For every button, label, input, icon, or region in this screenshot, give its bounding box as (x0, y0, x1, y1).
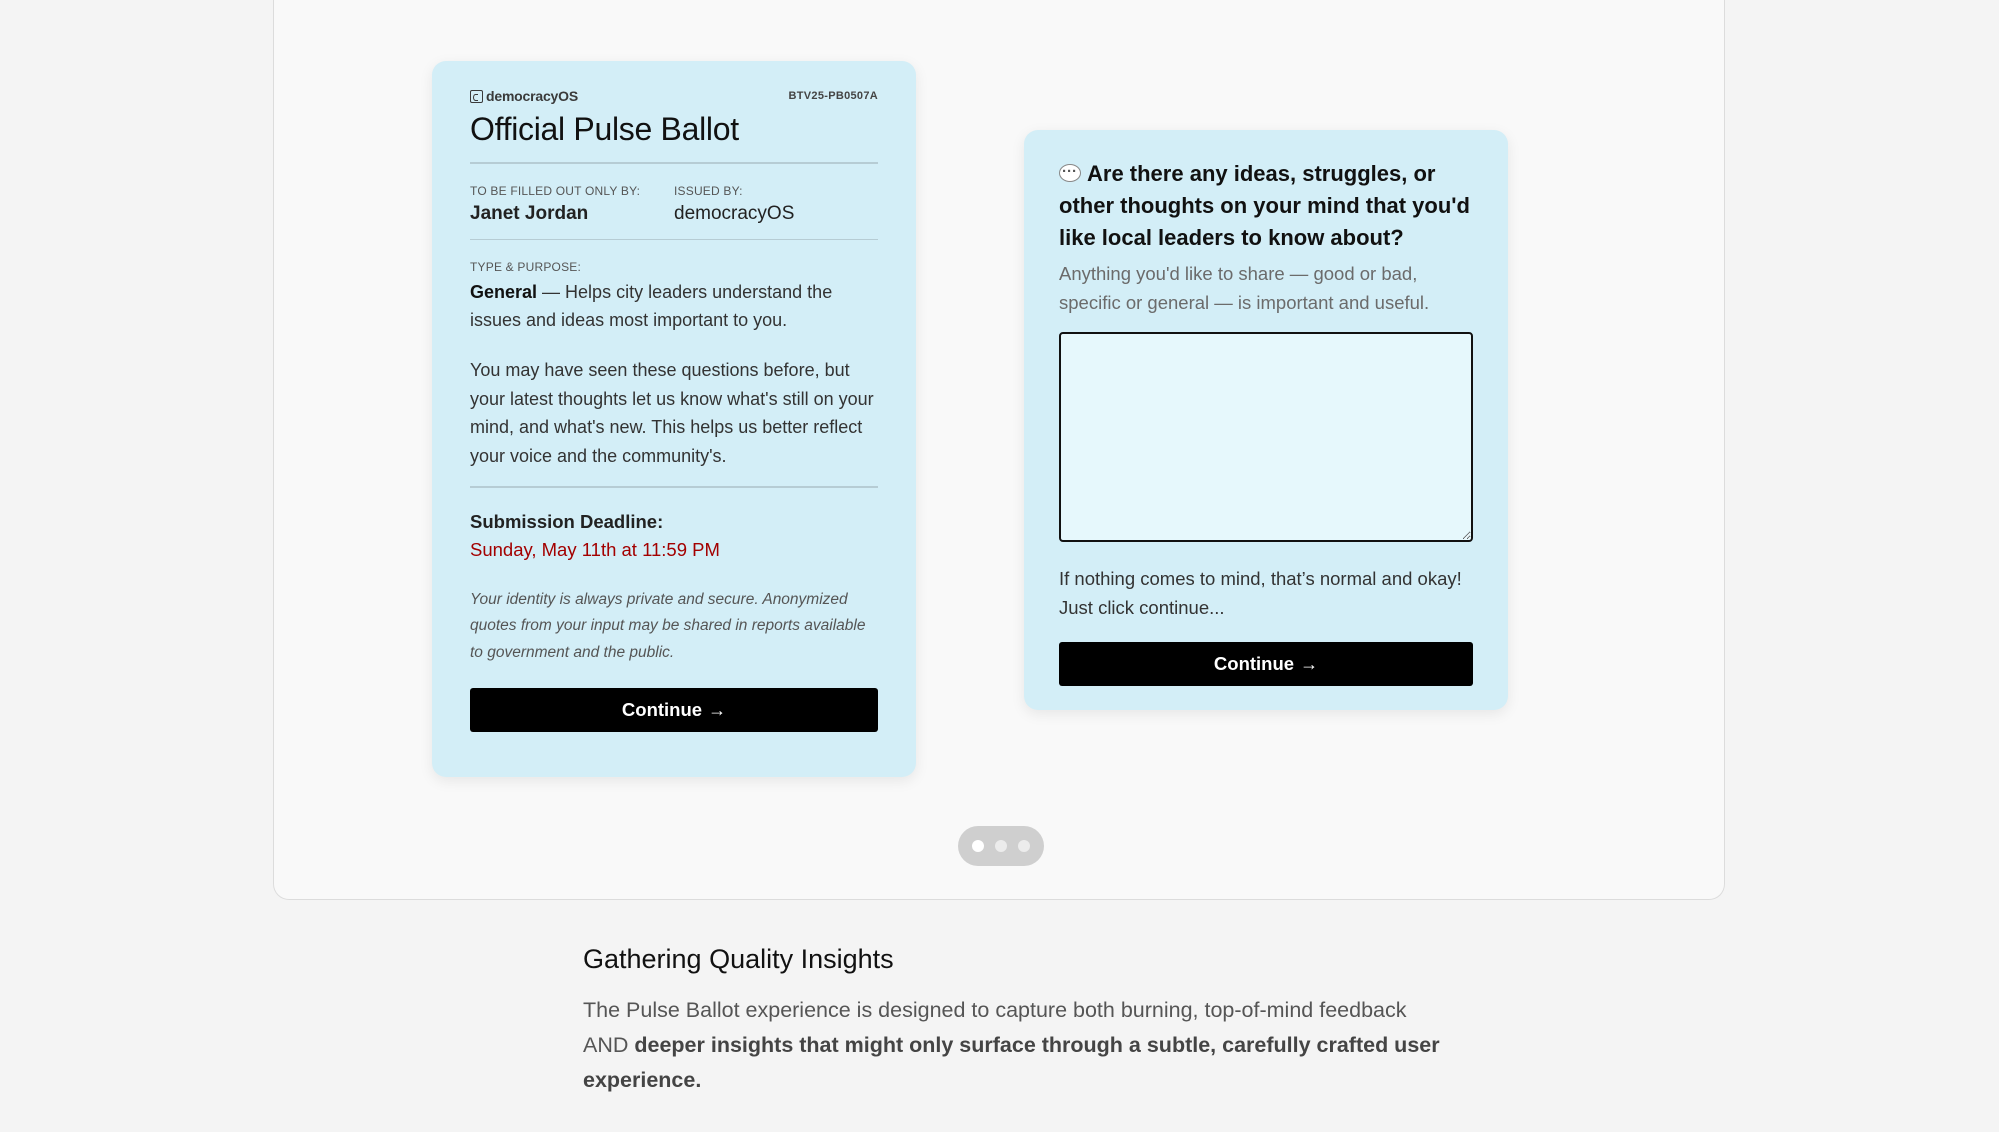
insights-body-plain: The Pulse Ballot experience is designed to capture both burning, top-of-mind feedback AND (583, 998, 1407, 1057)
question-continue-button[interactable] (1059, 642, 1473, 686)
filled-by-value: Janet Jordan (470, 202, 589, 224)
ballot-meta (470, 184, 878, 225)
democracyos-logo-icon (470, 90, 483, 103)
type-name: General (470, 282, 538, 302)
pager-dot-3[interactable] (1018, 840, 1030, 852)
ballot-continue-button[interactable] (470, 688, 878, 732)
filled-by-section (470, 184, 674, 225)
arrow-right-icon: → (1300, 653, 1319, 674)
insights-section (583, 944, 1443, 1098)
ballot-id: BTV25-PB0507A (788, 90, 878, 102)
ballot-card (432, 61, 916, 777)
insights-body-bold: deeper insights that might only surface through a subtle, carefully crafted user experience. (583, 1033, 1440, 1092)
type-purpose-label: TYPE & PURPOSE: (470, 260, 582, 274)
pager-dot-1[interactable] (972, 840, 984, 852)
carousel-pager (958, 826, 1044, 866)
type-purpose-text (470, 278, 878, 334)
issued-by-value: democracyOS (674, 202, 795, 224)
brand-name: democracyOS (486, 88, 578, 104)
ballot-header (470, 85, 878, 107)
pager-dot-2[interactable] (995, 840, 1007, 852)
filled-by-label: TO BE FILLED OUT ONLY BY: (470, 183, 641, 198)
privacy-note: Your identity is always private and secure. Anonymized quotes from your input may be shared in reports available to government and the public. (470, 590, 866, 661)
continue-label: Continue (1213, 653, 1295, 674)
type-description: — Helps city leaders understand the issues and ideas most important to you. (470, 282, 833, 330)
carousel-container (273, 0, 1725, 900)
ballot-explanation: You may have seen these questions before, but your latest thoughts let us know what's still on your mind, and what's new. This helps us better reflect your voice and the community's. (470, 360, 874, 466)
insights-heading: Gathering Quality Insights (583, 944, 894, 974)
issued-by-section (674, 184, 878, 225)
continue-label: Continue (621, 699, 703, 720)
deadline-value: Sunday, May 11th at 11:59 PM (470, 538, 720, 560)
divider (470, 162, 878, 164)
brand-logo (470, 88, 578, 104)
insights-body (583, 993, 1443, 1098)
divider (470, 486, 878, 488)
divider (470, 239, 878, 241)
question-title (1059, 158, 1473, 254)
question-subtitle: Anything you'd like to share — good or bad, specific or general — is important and useful. (1059, 263, 1430, 313)
deadline-label: Submission Deadline: (470, 510, 664, 532)
arrow-right-icon: → (708, 699, 727, 720)
question-text: Are there any ideas, struggles, or other thoughts on your mind that you'd like local leaders to know about? (1059, 161, 1470, 250)
question-note: If nothing comes to mind, that’s normal and okay! Just click continue... (1059, 568, 1462, 618)
ballot-title: Official Pulse Ballot (470, 111, 739, 147)
speech-bubble-icon (1059, 164, 1081, 182)
question-card (1024, 130, 1508, 710)
answer-textarea[interactable] (1059, 332, 1473, 542)
issued-by-label: ISSUED BY: (674, 183, 743, 198)
